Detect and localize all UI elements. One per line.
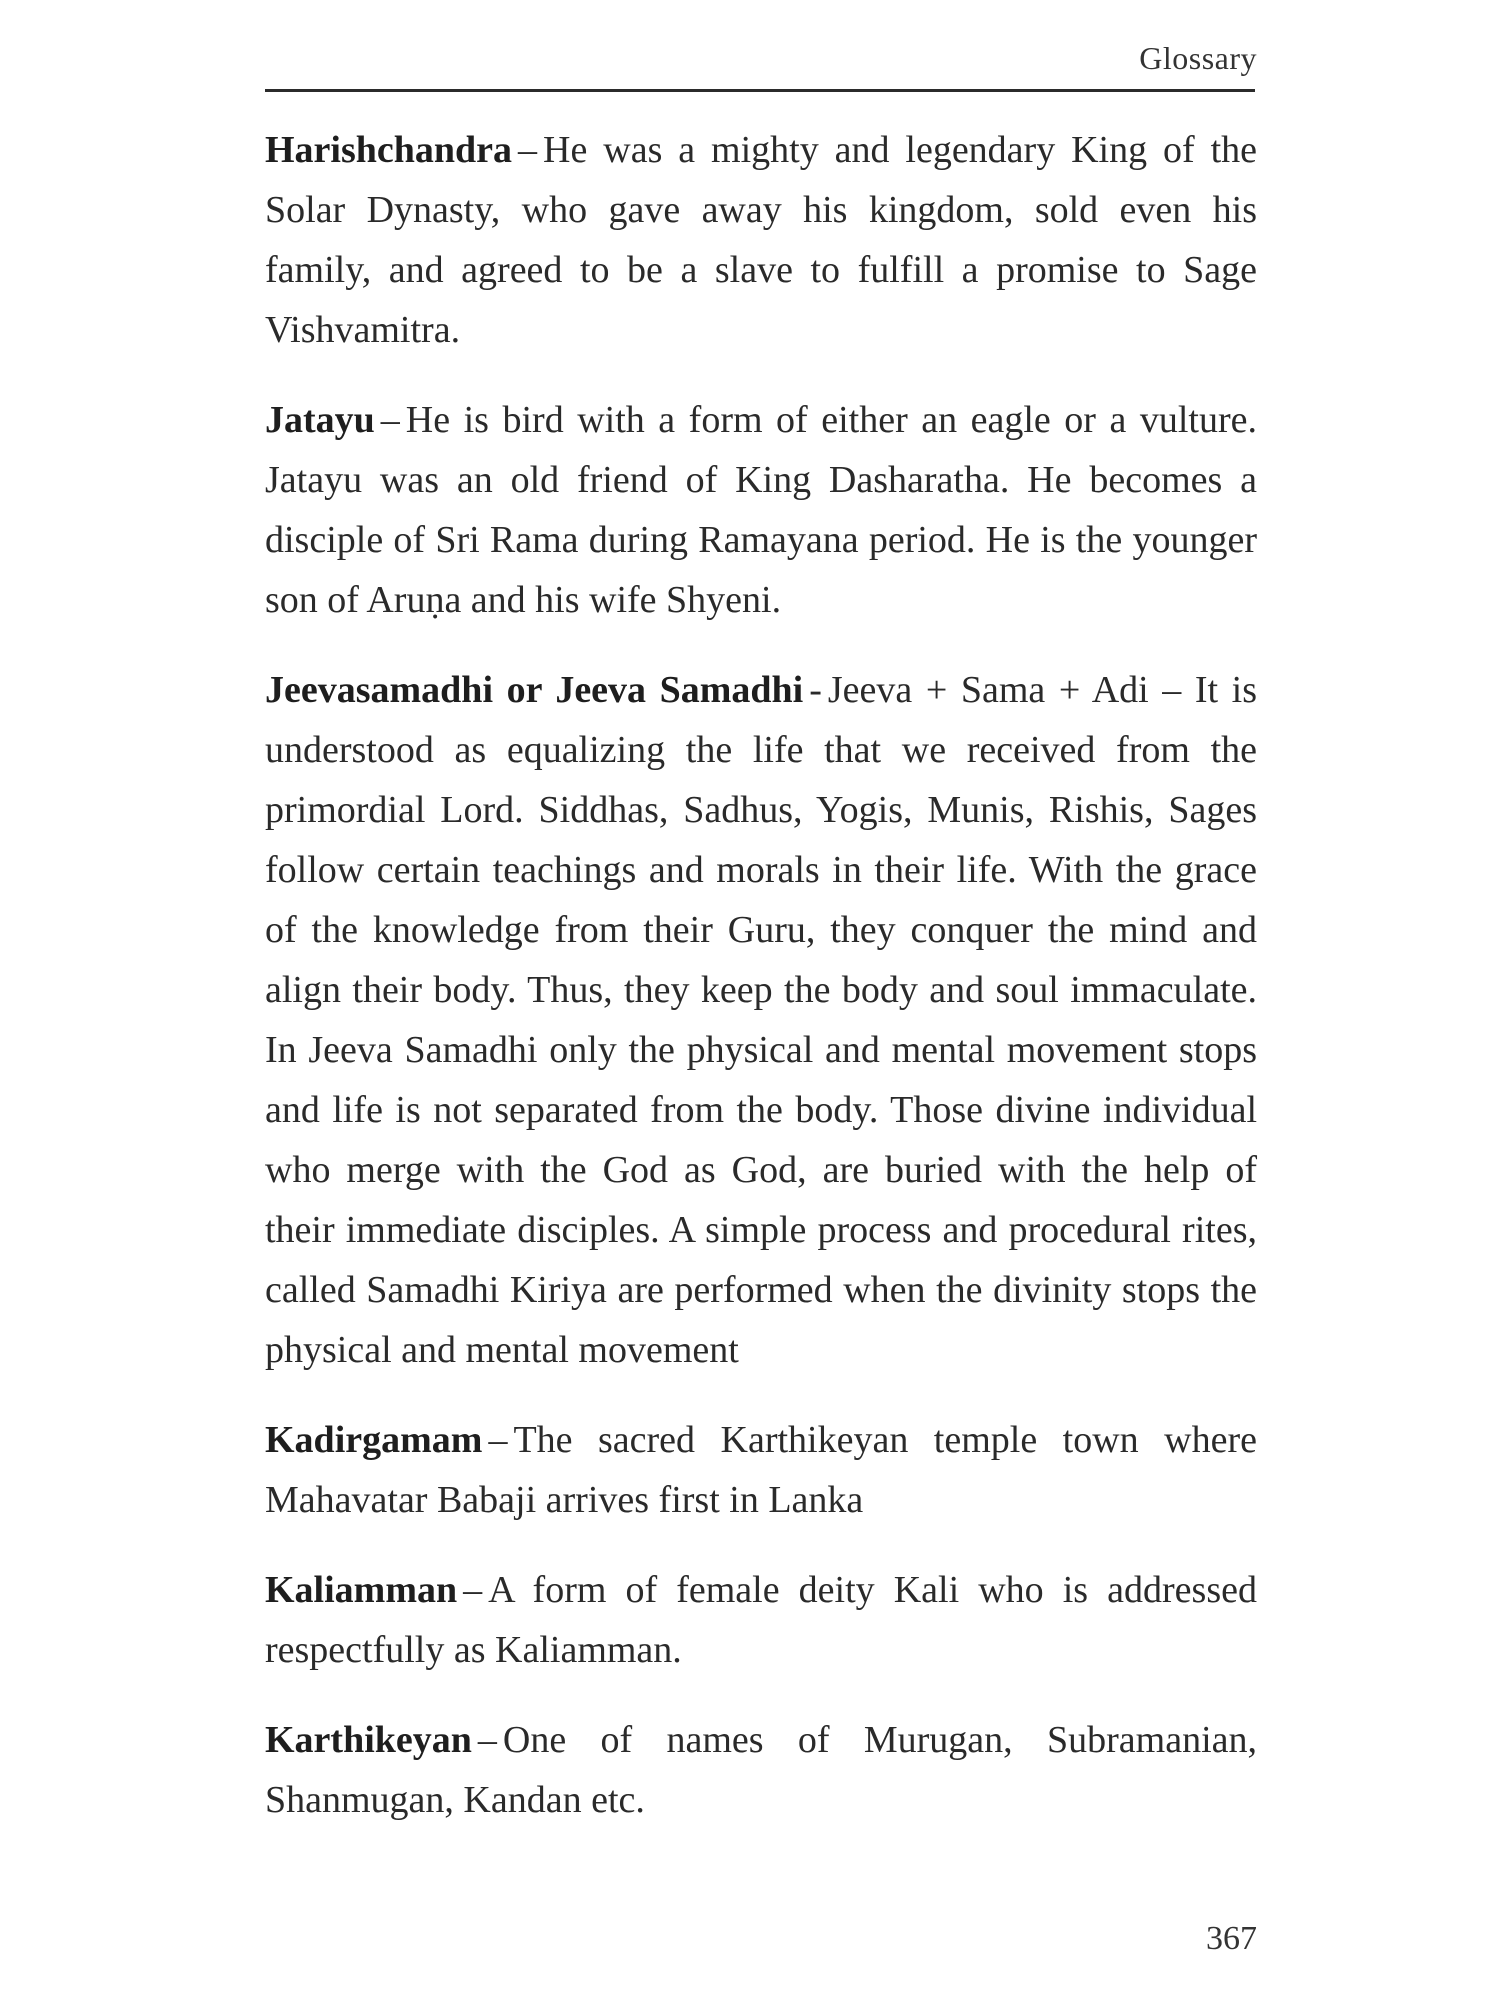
entry-term: Kaliamman — [265, 1569, 458, 1611]
glossary-entry-harishchandra — [265, 120, 1257, 360]
page-number: 367 — [1206, 1920, 1257, 1957]
entry-term: Kadirgamam — [265, 1419, 483, 1461]
glossary-content — [265, 120, 1257, 1860]
entry-separator: – — [380, 399, 400, 441]
entry-term: Karthikeyan — [265, 1719, 472, 1761]
glossary-entry-karthikeyan — [265, 1710, 1257, 1830]
entry-definition: Jeeva + Sama + Adi – It is understood as equalizing the life that we received from the primordial Lord. Siddhas, Sadhus, Yogis, Munis, Rishis, Sages follow certain teachings and morals in their life. With the grace of the knowledge from their Guru, they conquer the mind and align their body. Thus, they keep the body and soul immaculate. In Jeeva Samadhi only the physical and mental movement stops and life is not separated from the body. Those divine individual who merge with the God as God, are buried with the help of their immediate disciples. A simple process and procedural rites, called Samadhi Kiriya are performed when the divinity stops the physical and mental movement — [265, 669, 1257, 1371]
entry-separator: – — [518, 129, 538, 171]
glossary-entry-jatayu — [265, 390, 1257, 630]
glossary-entry-jeevasamadhi — [265, 660, 1257, 1380]
entry-separator: – — [488, 1419, 508, 1461]
entry-definition: He was a mighty and legendary King of the Solar Dynasty, who gave away his kingdom, sold even his family, and agreed to be a slave to fulfill a promise to Sage Vishvamitra. — [265, 129, 1257, 351]
entry-separator: - — [809, 669, 822, 711]
entry-term: Harishchandra — [265, 129, 513, 171]
header-rule — [265, 89, 1255, 92]
glossary-entry-kadirgamam — [265, 1410, 1257, 1530]
running-head: Glossary — [1139, 40, 1257, 76]
entry-definition: A form of female deity Kali who is addressed respectfully as Kaliamman. — [265, 1569, 1257, 1671]
entry-separator: – — [477, 1719, 497, 1761]
entry-term: Jatayu — [265, 399, 375, 441]
entry-definition: One of names of Murugan, Subramanian, Shanmugan, Kandan etc. — [265, 1719, 1257, 1821]
glossary-entry-kaliamman — [265, 1560, 1257, 1680]
entry-separator: – — [463, 1569, 483, 1611]
entry-definition: He is bird with a form of either an eagle or a vulture. Jatayu was an old friend of King Dasharatha. He becomes a disciple of Sri Rama during Ramayana period. He is the younger son of Aruṇa and his wife Shyeni. — [265, 399, 1257, 621]
entry-term: Jeevasamadhi or Jeeva Samadhi — [265, 669, 804, 711]
entry-definition: The sacred Karthikeyan temple town where Mahavatar Babaji arrives first in Lanka — [265, 1419, 1257, 1521]
